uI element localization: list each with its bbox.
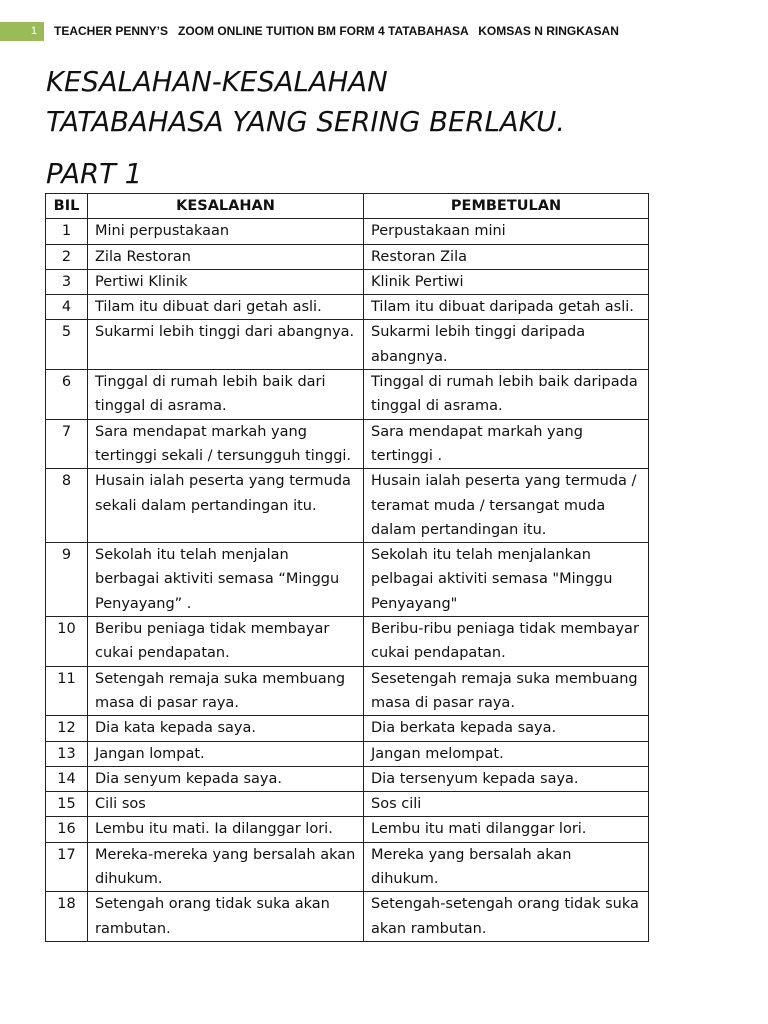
row-number: 1	[46, 219, 88, 244]
kesalahan-cell: Setengah remaja suka membuang masa di pasar raya.	[88, 666, 364, 716]
pembetulan-cell: Sekolah itu telah menjalankan pelbagai aktiviti semasa "Minggu Penyayang"	[364, 543, 649, 617]
header-text: TEACHER PENNY’S ZOOM ONLINE TUITION BM FORM 4 TATABAHASA KOMSAS N RINGKASAN	[54, 24, 619, 38]
pembetulan-cell: Jangan melompat.	[364, 741, 649, 766]
pembetulan-cell: Klinik Pertiwi	[364, 269, 649, 294]
kesalahan-cell: Husain ialah peserta yang termuda sekali dalam pertandingan itu.	[88, 469, 364, 543]
row-number: 12	[46, 716, 88, 741]
pembetulan-cell: Setengah-setengah orang tidak suka akan rambutan.	[364, 892, 649, 942]
table-row	[46, 842, 649, 892]
kesalahan-cell: Setengah orang tidak suka akan rambutan.	[88, 892, 364, 942]
table-row	[46, 295, 649, 320]
kesalahan-cell: Tilam itu dibuat dari getah asli.	[88, 295, 364, 320]
kesalahan-cell: Beribu peniaga tidak membayar cukai pendapatan.	[88, 617, 364, 667]
pembetulan-cell: Husain ialah peserta yang termuda / teramat muda / tersangat muda dalam pertandingan itu.	[364, 469, 649, 543]
table-row	[46, 469, 649, 543]
kesalahan-cell: Dia senyum kepada saya.	[88, 766, 364, 791]
table-row	[46, 617, 649, 667]
table-header-row	[46, 194, 649, 219]
table-row	[46, 666, 649, 716]
kesalahan-cell: Tinggal di rumah lebih baik dari tinggal di asrama.	[88, 370, 364, 420]
row-number: 14	[46, 766, 88, 791]
row-number: 3	[46, 269, 88, 294]
table-row	[46, 716, 649, 741]
table-body	[46, 219, 649, 942]
row-number: 13	[46, 741, 88, 766]
pembetulan-cell: Tinggal di rumah lebih baik daripada tinggal di asrama.	[364, 370, 649, 420]
row-number: 15	[46, 792, 88, 817]
row-number: 7	[46, 419, 88, 469]
table-row	[46, 269, 649, 294]
pembetulan-cell: Lembu itu mati dilanggar lori.	[364, 817, 649, 842]
kesalahan-cell: Sara mendapat markah yang tertinggi sekali / tersungguh tinggi.	[88, 419, 364, 469]
kesalahan-cell: Cili sos	[88, 792, 364, 817]
table-row	[46, 766, 649, 791]
table-row	[46, 320, 649, 370]
document-title	[46, 62, 565, 142]
kesalahan-cell: Sekolah itu telah menjalan berbagai aktiviti semasa “Minggu Penyayang” .	[88, 543, 364, 617]
kesalahan-cell: Lembu itu mati. Ia dilanggar lori.	[88, 817, 364, 842]
table-row	[46, 543, 649, 617]
row-number: 6	[46, 370, 88, 420]
pembetulan-cell: Beribu-ribu peniaga tidak membayar cukai pendapatan.	[364, 617, 649, 667]
pembetulan-cell: Perpustakaan mini	[364, 219, 649, 244]
table-row	[46, 792, 649, 817]
row-number: 4	[46, 295, 88, 320]
pembetulan-cell: Dia berkata kepada saya.	[364, 716, 649, 741]
row-number: 5	[46, 320, 88, 370]
kesalahan-cell: Pertiwi Klinik	[88, 269, 364, 294]
kesalahan-cell: Mini perpustakaan	[88, 219, 364, 244]
row-number: 10	[46, 617, 88, 667]
row-number: 8	[46, 469, 88, 543]
table-row	[46, 419, 649, 469]
table-row	[46, 244, 649, 269]
row-number: 16	[46, 817, 88, 842]
page-number: 1	[0, 22, 44, 41]
table-row	[46, 817, 649, 842]
pembetulan-cell: Sesetengah remaja suka membuang masa di pasar raya.	[364, 666, 649, 716]
title-line-2: TATABAHASA YANG SERING BERLAKU.	[46, 106, 566, 138]
table-row	[46, 219, 649, 244]
kesalahan-cell: Sukarmi lebih tinggi dari abangnya.	[88, 320, 364, 370]
kesalahan-cell: Jangan lompat.	[88, 741, 364, 766]
table-row	[46, 892, 649, 942]
kesalahan-cell: Mereka-mereka yang bersalah akan dihukum.	[88, 842, 364, 892]
pembetulan-cell: Sara mendapat markah yang tertinggi .	[364, 419, 649, 469]
row-number: 11	[46, 666, 88, 716]
title-line-1: KESALAHAN-KESALAHAN	[46, 66, 388, 98]
pembetulan-cell: Dia tersenyum kepada saya.	[364, 766, 649, 791]
column-header-bil: BIL	[46, 194, 88, 219]
column-header-pembetulan: PEMBETULAN	[364, 194, 649, 219]
pembetulan-cell: Tilam itu dibuat daripada getah asli.	[364, 295, 649, 320]
part-label: PART 1	[46, 158, 143, 190]
pembetulan-cell: Sos cili	[364, 792, 649, 817]
table-row	[46, 741, 649, 766]
kesalahan-cell: Dia kata kepada saya.	[88, 716, 364, 741]
column-header-kesalahan: KESALAHAN	[88, 194, 364, 219]
row-number: 18	[46, 892, 88, 942]
kesalahan-cell: Zila Restoran	[88, 244, 364, 269]
pembetulan-cell: Sukarmi lebih tinggi daripada abangnya.	[364, 320, 649, 370]
corrections-table	[45, 193, 649, 942]
pembetulan-cell: Mereka yang bersalah akan dihukum.	[364, 842, 649, 892]
pembetulan-cell: Restoran Zila	[364, 244, 649, 269]
row-number: 9	[46, 543, 88, 617]
row-number: 2	[46, 244, 88, 269]
table-row	[46, 370, 649, 420]
page-header	[0, 22, 768, 41]
row-number: 17	[46, 842, 88, 892]
